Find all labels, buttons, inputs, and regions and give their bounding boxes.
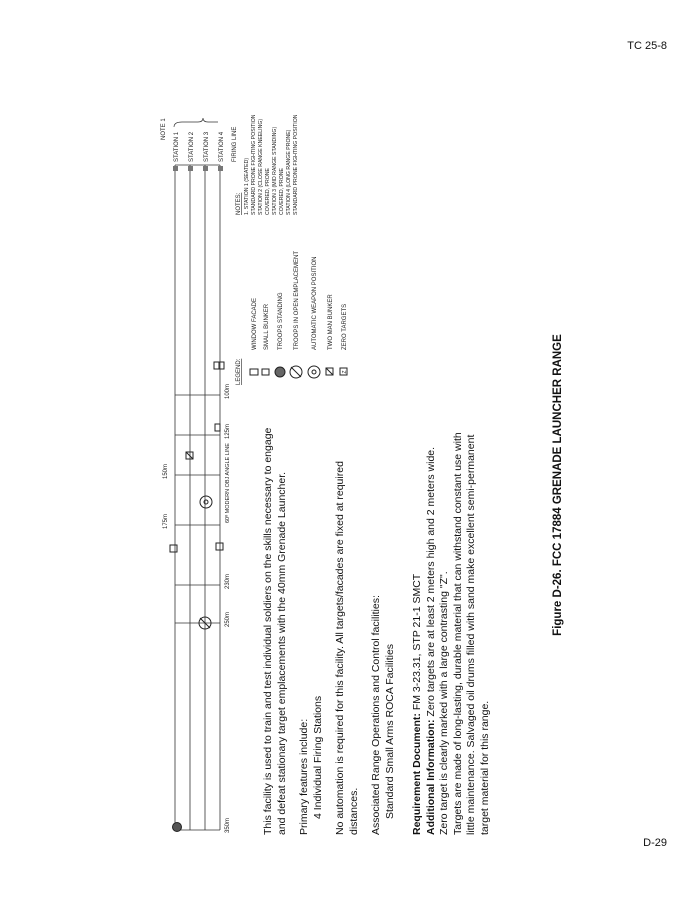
legend-label-troops-open-emplacement: TROOPS IN OPEN EMPLACEMENT [294, 250, 300, 350]
zero-target-far [170, 545, 177, 552]
legend-label-two-man-bunker: TWO MAN BUNKER [328, 294, 334, 350]
primary-features-label: Primary features include: [298, 718, 310, 835]
two-man-bunker-target [186, 452, 193, 459]
note-line-3: STATION 2 (CLOSE RANGE KNEELING) [258, 118, 264, 215]
legend-label-zero-targets: ZERO TARGETS [342, 303, 348, 350]
distance-label-100: 100m [225, 383, 231, 399]
small-bunker-icon [262, 369, 269, 375]
note-line-6: COVERED, PRONE [279, 168, 285, 215]
distance-label-125: 125m [225, 423, 231, 439]
troops-open-emplacement-icon [290, 366, 302, 378]
figure-caption: Figure D-26. FCC 17884 GRENADE LAUNCHER RANGE [552, 334, 564, 636]
note-line-7: STATION 4 (LONG RANGE PRONE) [286, 129, 292, 215]
distance-label-175: 175m [163, 513, 169, 529]
legend [236, 251, 348, 385]
station-1-label: STATION 4 [219, 131, 225, 162]
legend-title: LEGEND: [236, 358, 242, 385]
distance-label-350: 350m [225, 817, 231, 833]
note-line-5: STATION 3 (MID RANGE STANDING) [272, 126, 278, 215]
automatic-weapon-target [200, 496, 212, 508]
angle-line-label: 60º MODERN OBJ ANGLE LINE [225, 443, 231, 523]
distance-label-230: 230m [225, 573, 231, 589]
notes-title: NOTES: [236, 192, 242, 215]
page-header-code: TC 25-8 [627, 40, 667, 52]
distance-label-150: 150m [163, 463, 169, 479]
note-line-2: STANDARD PRONE FIGHTING POSITION [251, 115, 257, 215]
requirement-value: FM 3-23.31, STP 21-1 SMCT [411, 573, 423, 714]
roca-value: Standard Small Arms ROCA Facilities [383, 643, 396, 819]
svg-text:Z: Z [342, 370, 348, 374]
legend-label-automatic-weapon: AUTOMATIC WEAPON POSITION [312, 256, 318, 350]
range-lanes [175, 165, 220, 830]
additional-info-value: Zero targets are at least 2 meters high and 2 meters wide. [424, 446, 437, 720]
automatic-weapon-position-icon [308, 366, 320, 378]
zero-target-near [216, 543, 223, 550]
note-1-ref: NOTE 1 [161, 118, 167, 140]
paragraph-purpose: This facility is used to train and test individual soldiers on the skills necessary to engage and defeat stationary target emplacements with the 40mm Grenade Launcher. [262, 427, 288, 835]
window-facade-target [214, 362, 224, 369]
station-3-label: STATION 2 [189, 131, 195, 162]
rotated-figure-page [130, 115, 570, 855]
station-3-marker [188, 166, 193, 171]
note-line-8: STANDARD PRONE FIGHTING POSITION [293, 115, 299, 215]
firing-line-label: FIRING LINE [232, 126, 238, 162]
zero-target-note: Zero target is clearly marked with a large contrasting "Z". [438, 571, 450, 835]
page-number: D-29 [643, 837, 667, 849]
note-line-4: COVERED, PRONE [265, 168, 271, 215]
two-man-bunker-icon [326, 368, 333, 375]
station-2-marker [203, 166, 208, 171]
zero-targets-icon [340, 368, 348, 375]
station-4-marker [173, 166, 178, 171]
distance-label-250: 250m [225, 611, 231, 627]
note-line-1: 1. STATION 1 (SEATED) [244, 157, 250, 215]
notes-block [236, 115, 299, 215]
legend-label-small-bunker: SMALL BUNKER [264, 303, 270, 350]
paragraph-automation: No automation is required for this facility. All targets/facades are fixed at required distances. [334, 461, 360, 835]
note-brace [174, 118, 218, 127]
station-1-marker [218, 166, 223, 171]
firing-stations [161, 118, 238, 171]
legend-label-window-facade: WINDOW FACADE [252, 298, 258, 350]
primary-features-value: 4 Individual Firing Stations [311, 695, 324, 819]
target-material-note: Targets are made of long-lasting, durable material that can withstand constant use with little maintenance. Salvaged oil drums filled with sand make excellent semi-permanent target material for this range. [451, 432, 491, 835]
roca-label: Associated Range Operations and Control facilities: [370, 595, 382, 835]
additional-info-label: Additional Information: [424, 719, 437, 835]
legend-label-troops-standing: TROOPS STANDING [278, 292, 284, 350]
station-4-label: STATION 1 [174, 131, 180, 162]
troops-standing-target [173, 823, 182, 832]
small-bunker-target [215, 424, 220, 431]
window-facade-icon [250, 369, 258, 375]
requirement-label: Requirement Document: [411, 713, 423, 835]
description-text [262, 415, 501, 835]
troops-standing-icon [275, 367, 285, 377]
station-2-label: STATION 3 [204, 131, 210, 162]
distance-labels [163, 384, 231, 833]
